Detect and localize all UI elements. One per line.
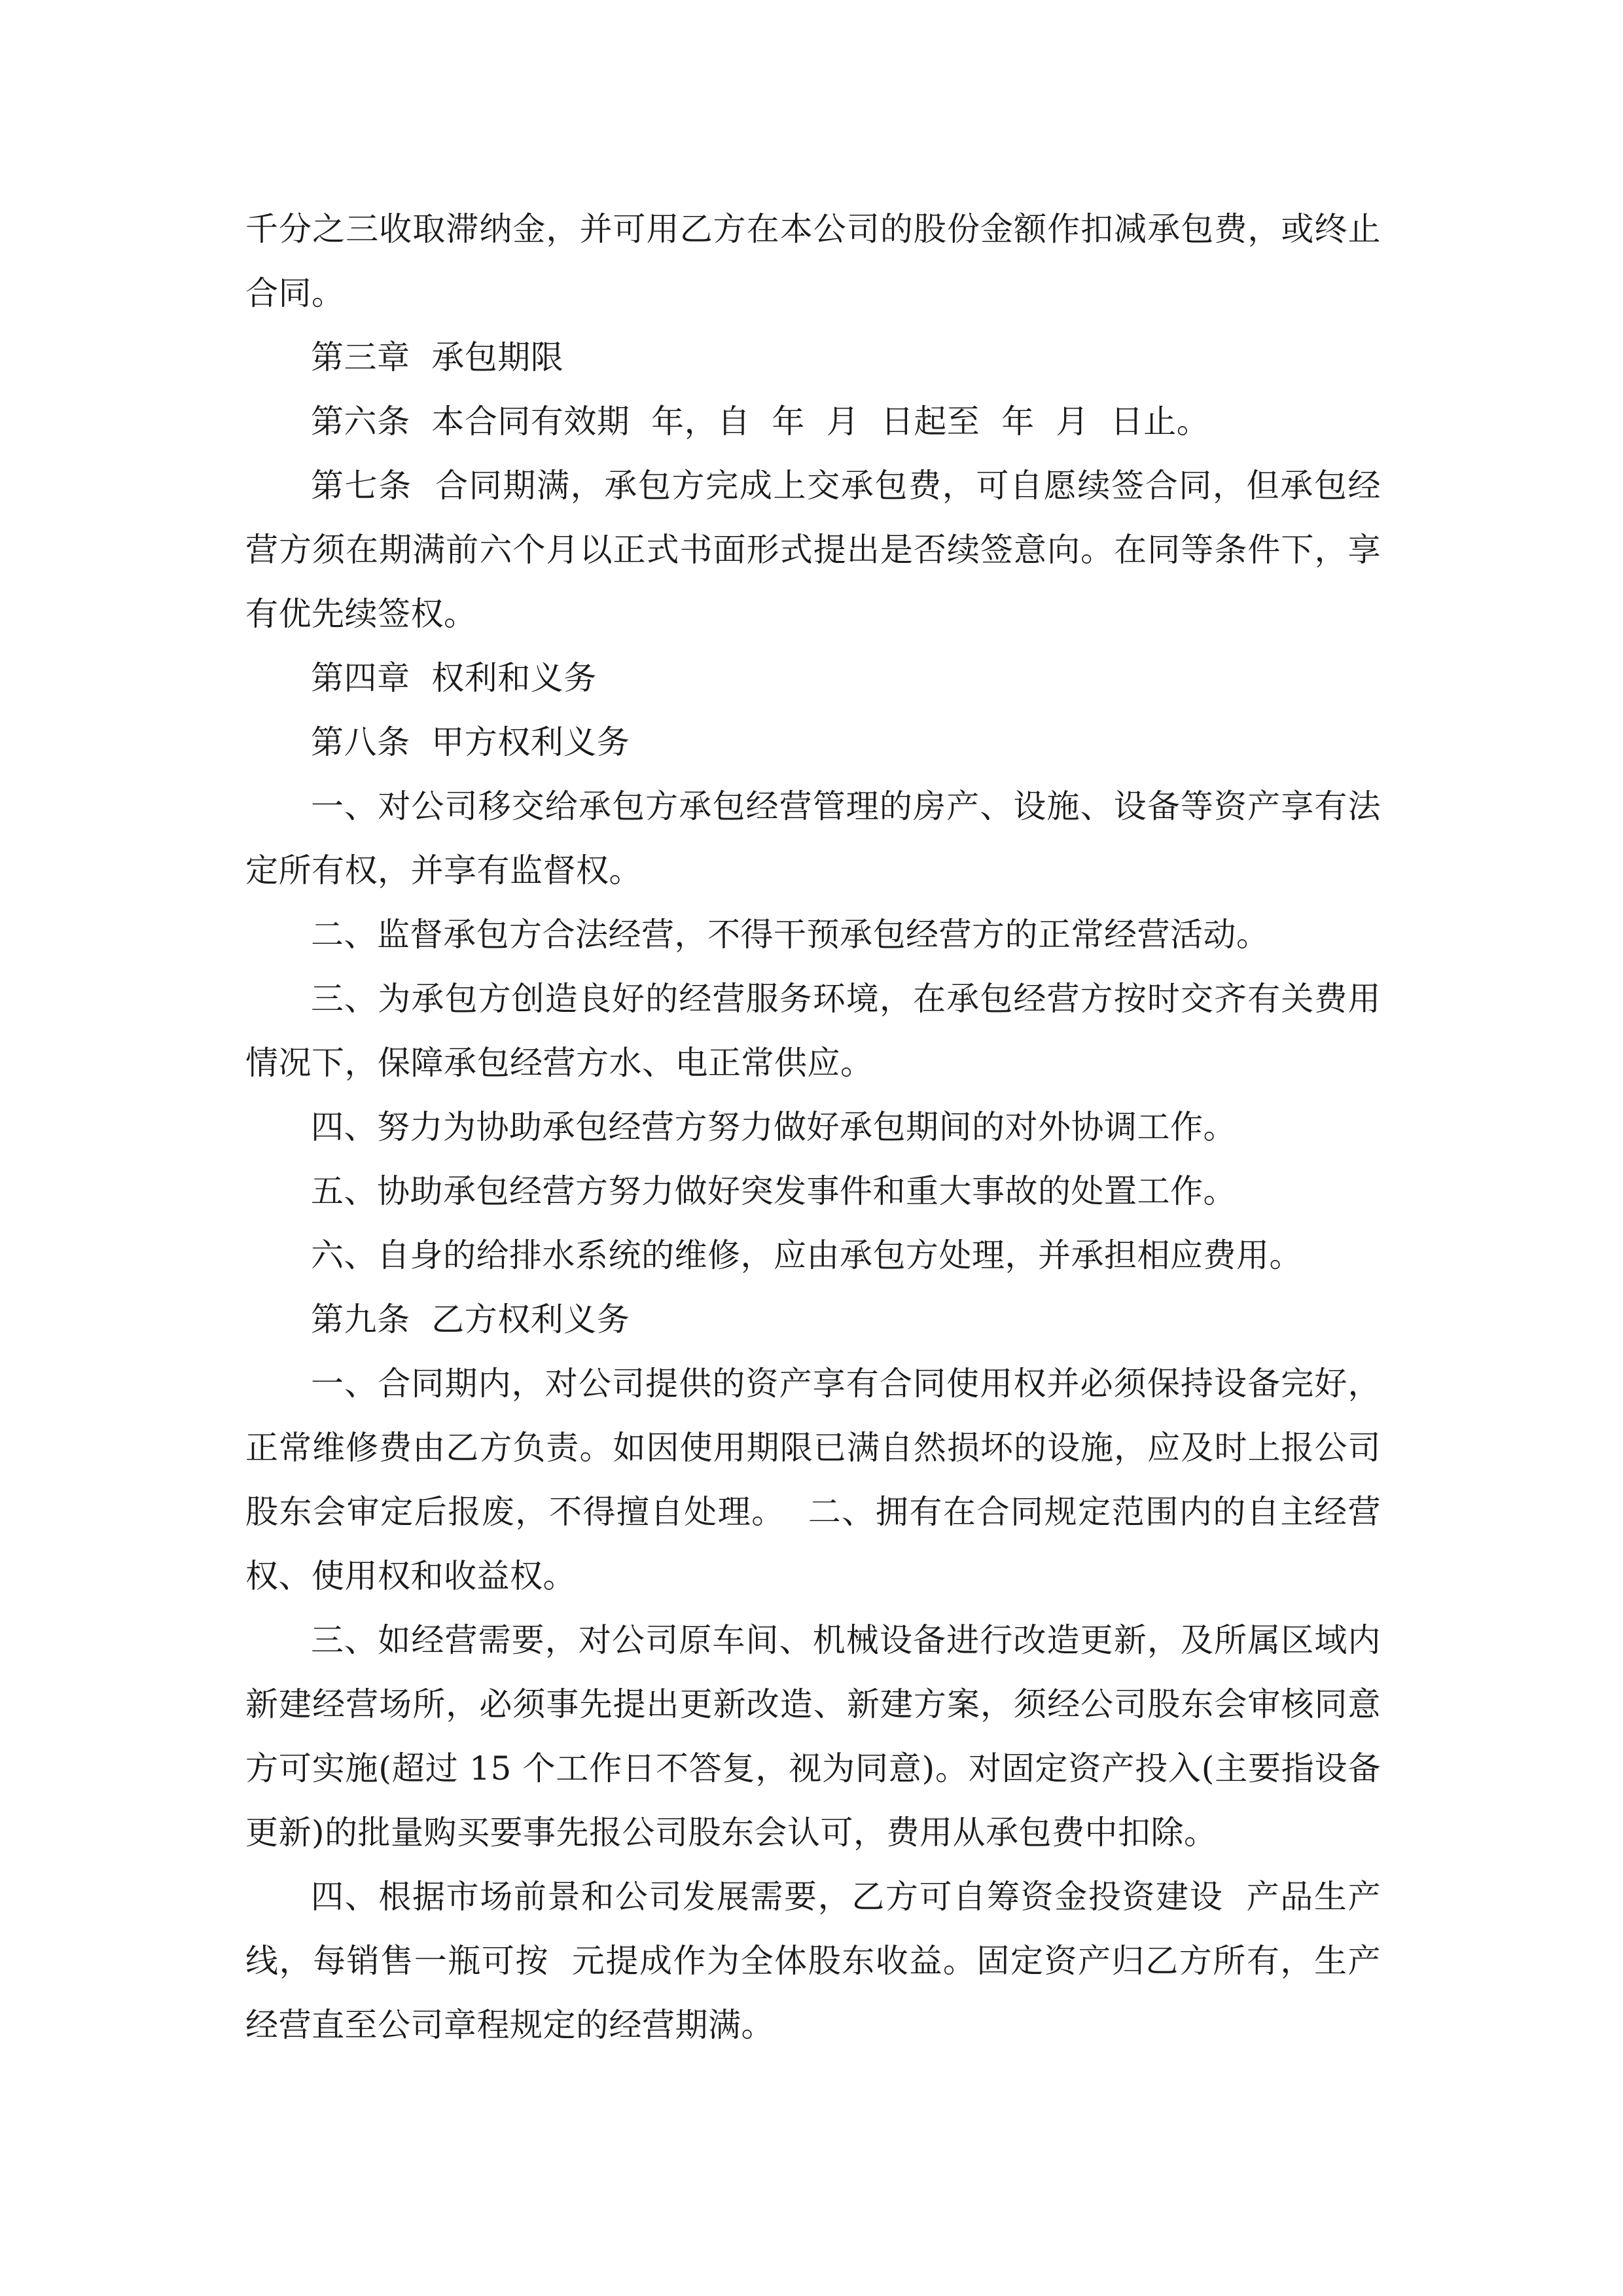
article-6: 第六条 本合同有效期 年，自 年 月 日起至 年 月 日止。 (311, 403, 1210, 440)
article-8-item-5: 五、协助承包经营方努力做好突发事件和重大事故的处置工作。 (311, 1172, 1236, 1210)
article-8-item-6: 六、自身的给排水系统的维修，应由承包方处理，并承担相应费用。 (311, 1236, 1302, 1274)
article-8-item-2: 二、监督承包方合法经营，不得干预承包经营方的正常经营活动。 (311, 916, 1270, 954)
article-9-item-4: 四、根据市场前景和公司发展需要，乙方可自筹资金投资建设 产品生产线，每销售一瓶可按 元提成作为全体股东收益。固定资产归乙方所有，生产经营直至公司章程规定的经营期满。 (245, 1878, 1381, 2044)
article-9-heading: 第九条 乙方权利义务 (311, 1300, 630, 1338)
article-9-item-3: 三、如经营需要，对公司原车间、机械设备进行改造更新，及所属区域内新建经营场所，必须事先提出更新改造、新建方案，须经公司股东会审核同意方可实施(超过 15 个工作日不答复，视为同意)。对固定资产投入(主要指设备更新)的批量购买要事先报公司股东会认可，费用从承包费中扣除。 (245, 1621, 1381, 1852)
article-8-item-1: 一、对公司移交给承包方承包经营管理的房产、设施、设备等资产享有法定所有权，并享有监督权。 (245, 787, 1381, 889)
document-body (245, 197, 1381, 2057)
chapter-4-heading: 第四章 权利和义务 (311, 659, 597, 697)
article-8-item-3: 三、为承包方创造良好的经营服务环境，在承包经营方按时交齐有关费用情况下，保障承包经营方水、电正常供应。 (245, 980, 1381, 1082)
article-8-heading: 第八条 甲方权利义务 (311, 723, 630, 761)
article-9-item-1-2: 一、合同期内，对公司提供的资产享有合同使用权并必须保持设备完好，正常维修费由乙方负责。如因使用期限已满自然损坏的设施，应及时上报公司股东会审定后报废，不得擅自处理。 二、拥有在合同规定范围内的自主经营权、使用权和收益权。 (245, 1365, 1381, 1595)
article-8-item-4: 四、努力为协助承包经营方努力做好承包期间的对外协调工作。 (311, 1108, 1236, 1146)
chapter-3-heading: 第三章 承包期限 (311, 338, 564, 376)
paragraph-late-fee: 千分之三收取滞纳金，并可用乙方在本公司的股份金额作扣减承包费，或终止合同。 (245, 210, 1381, 312)
article-7: 第七条 合同期满，承包方完成上交承包费，可自愿续签合同，但承包经营方须在期满前六个月以正式书面形式提出是否续签意向。在同等条件下，享有优先续签权。 (245, 467, 1381, 633)
